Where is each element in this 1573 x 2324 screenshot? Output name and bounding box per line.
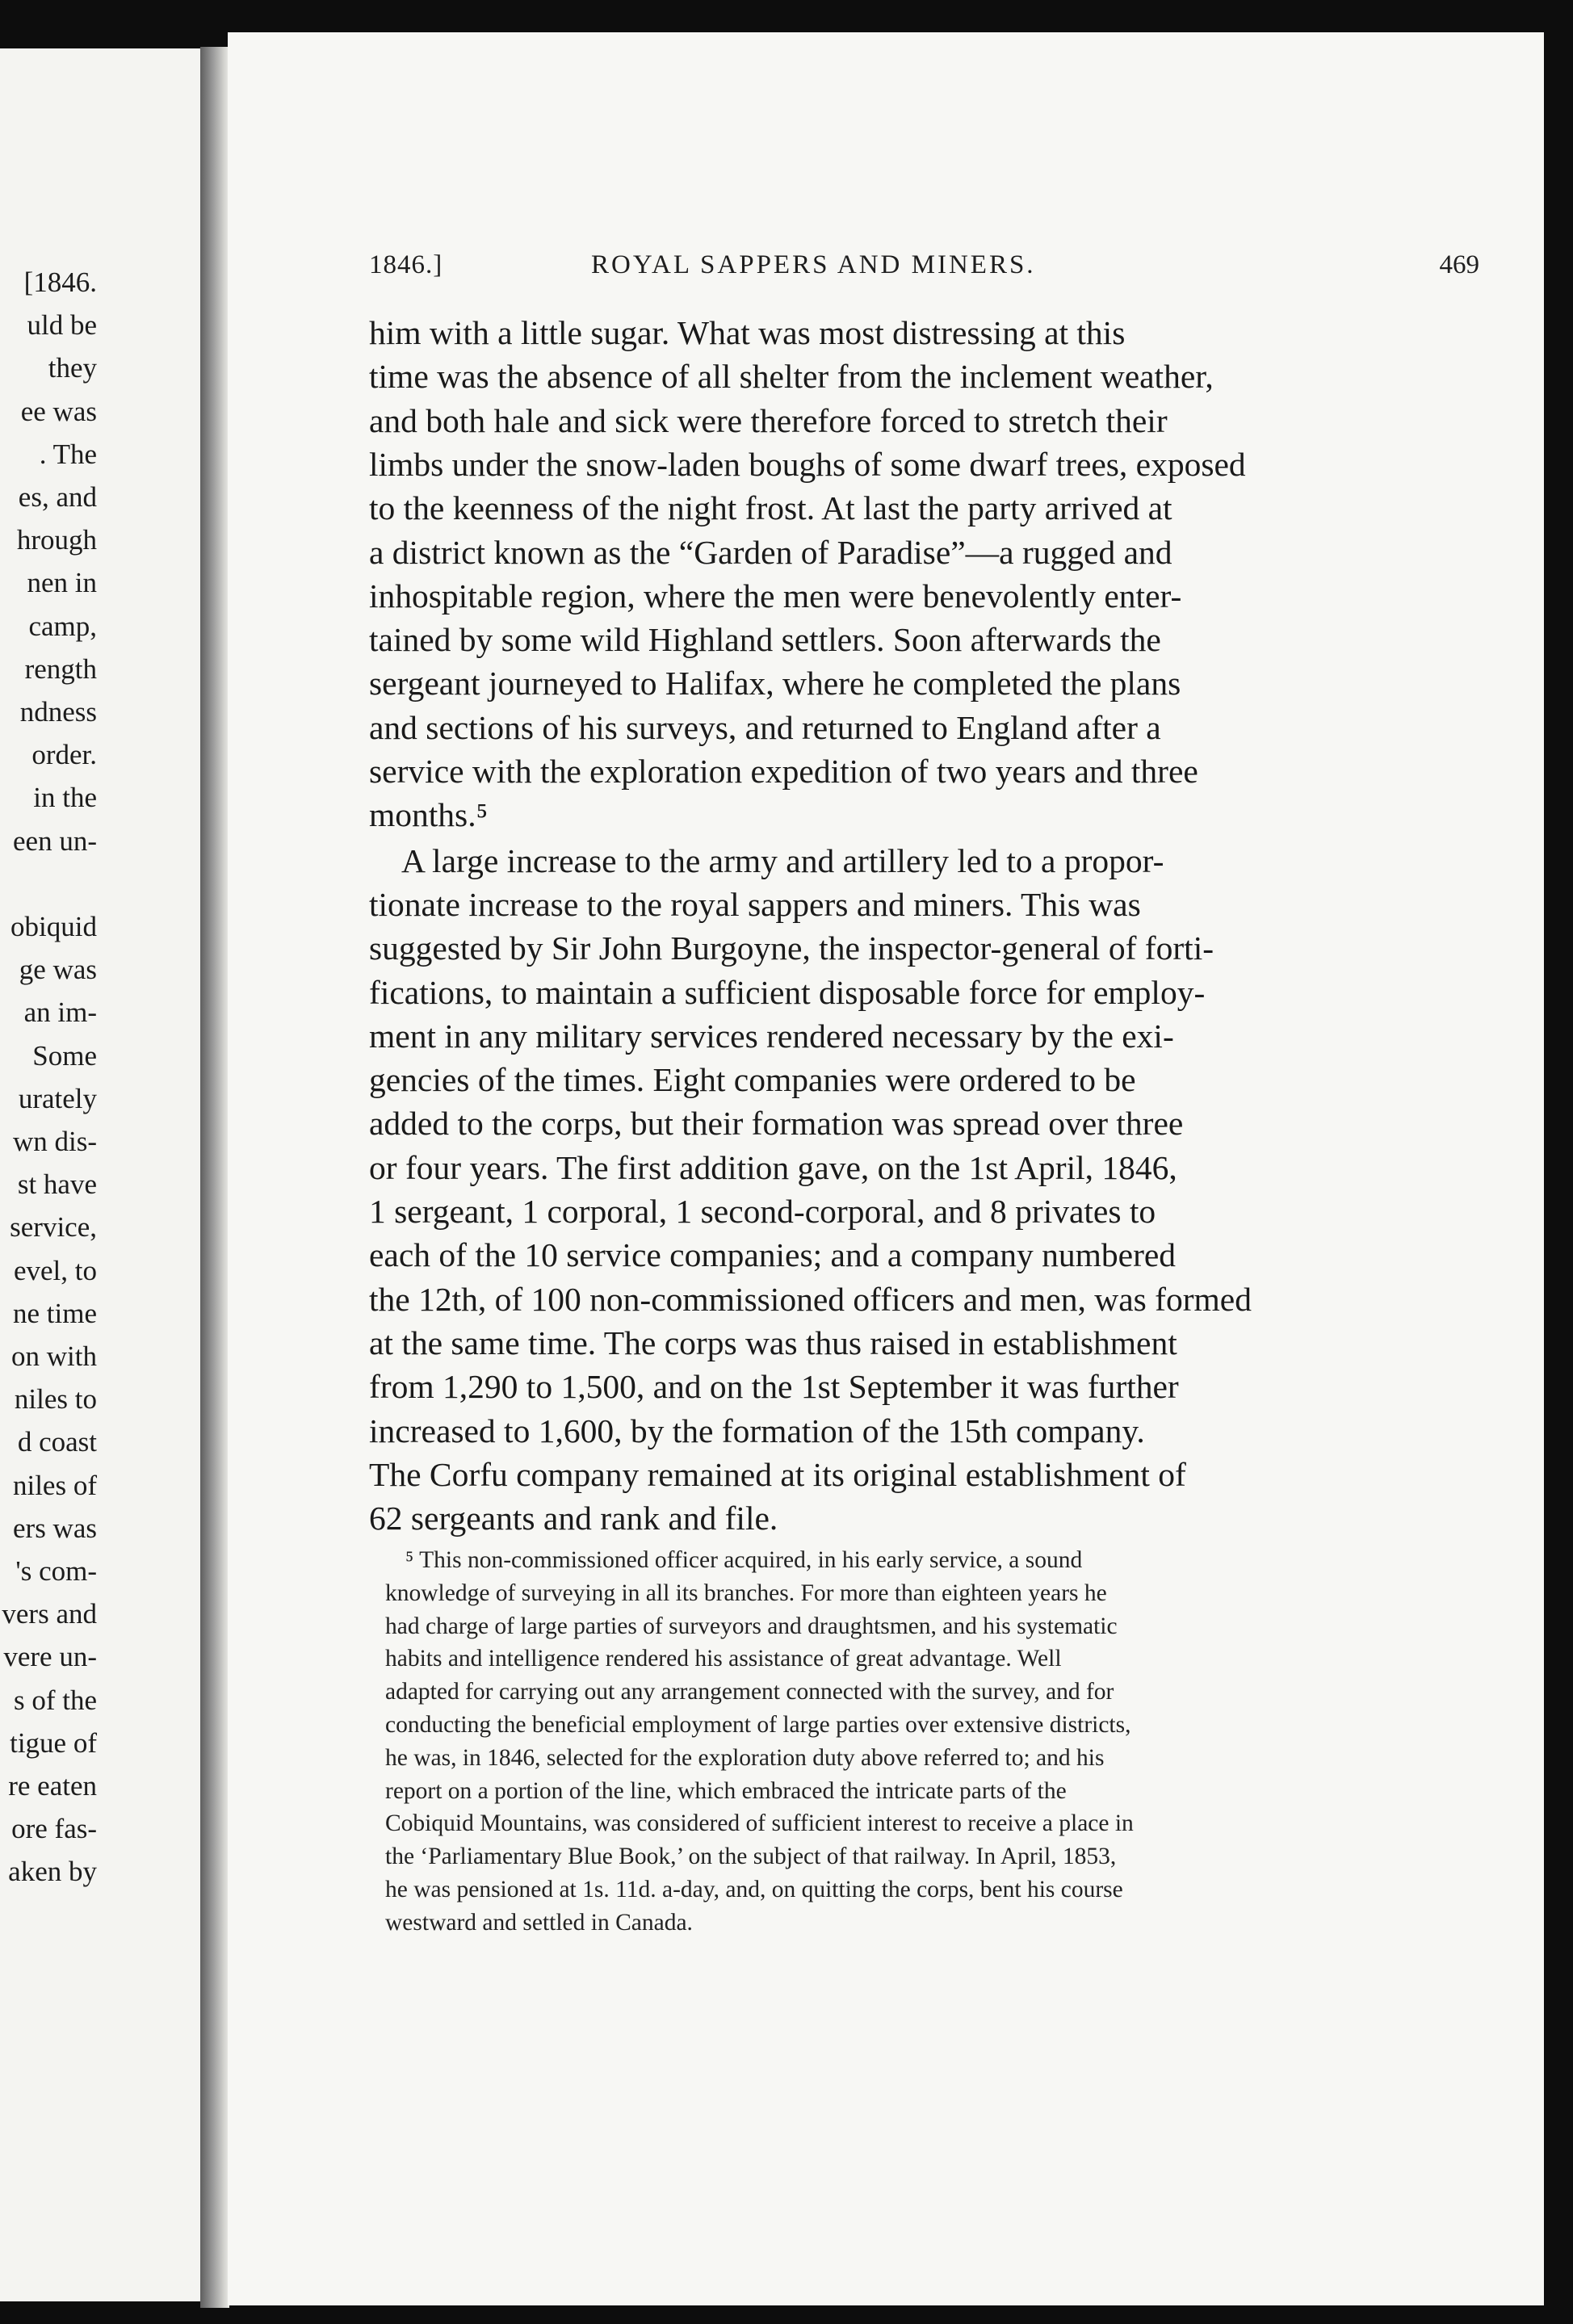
body-text-line: sergeant journeyed to Halifax, where he completed the plans xyxy=(369,665,1181,703)
header-title: ROYAL SAPPERS AND MINERS. xyxy=(591,250,1036,279)
footnote-line: adapted for carrying out any arrangement connected with the survey, and for xyxy=(385,1679,1114,1705)
footnote-line: he was, in 1846, selected for the exploration duty above referred to; and his xyxy=(385,1744,1105,1771)
facing-page-line: nen in xyxy=(27,567,97,599)
footnote-line: he was pensioned at 1s. 11d. a-day, and, on quitting the corps, bent his course xyxy=(385,1877,1123,1902)
facing-page-left xyxy=(0,48,214,2301)
footnote-line: the ‘Parliamentary Blue Book,’ on the subject of that railway. In April, 1853, xyxy=(385,1844,1117,1870)
facing-page-line: camp, xyxy=(28,610,97,642)
body-text-line: tionate increase to the royal sappers and miners. This was xyxy=(369,885,1141,923)
body-text-line: ment in any military services rendered necessary by the exi- xyxy=(369,1017,1174,1055)
body-text-line: a district known as the “Garden of Paradise”—a rugged and xyxy=(369,533,1172,571)
running-header xyxy=(228,250,1544,299)
facing-page-line: ore fas- xyxy=(11,1813,97,1845)
facing-page-line: [1846. xyxy=(23,266,97,298)
body-text-line: tained by some wild Highland settlers. Soon afterwards the xyxy=(369,621,1161,659)
body-text-line: inhospitable region, where the men were benevolently enter- xyxy=(369,577,1182,615)
body-text-line: time was the absence of all shelter from the inclement weather, xyxy=(369,358,1214,396)
facing-page-line: tigue of xyxy=(10,1726,97,1759)
facing-page-line: aken by xyxy=(8,1856,97,1888)
facing-page-line: st have xyxy=(17,1168,97,1201)
footnote-line: westward and settled in Canada. xyxy=(385,1909,693,1936)
body-text-line: A large increase to the army and artillery led to a propor- xyxy=(401,841,1164,879)
footnote-line: habits and intelligence rendered his assistance of great advantage. Well xyxy=(385,1646,1062,1672)
body-text-line: The Corfu company remained at its original establishment of xyxy=(369,1455,1186,1493)
footnote-line: Cobiquid Mountains, was considered of sufficient interest to receive a place in xyxy=(385,1810,1134,1837)
body-text-line: and both hale and sick were therefore forced to stretch their xyxy=(369,401,1168,439)
body-text-line: limbs under the snow-laden boughs of some dwarf trees, exposed xyxy=(369,445,1246,483)
facing-page-line: ers was xyxy=(13,1512,97,1544)
facing-page-line: ge was xyxy=(19,954,97,986)
facing-page-line: in the xyxy=(33,782,97,814)
footnote-line: report on a portion of the line, which embraced the intricate parts of the xyxy=(385,1777,1067,1804)
facing-page-line: vere un- xyxy=(3,1641,97,1673)
body-text-line: gencies of the times. Eight companies were ordered to be xyxy=(369,1061,1136,1099)
facing-page-line: niles to xyxy=(14,1383,97,1416)
footnote-line: conducting the beneficial employment of large parties over extensive districts, xyxy=(385,1712,1131,1738)
facing-page-line: d coast xyxy=(17,1426,97,1458)
body-text-line: from 1,290 to 1,500, and on the 1st September it was further xyxy=(369,1368,1179,1406)
facing-page-line: vers and xyxy=(2,1598,97,1630)
facing-page-line: hrough xyxy=(16,524,97,556)
page-number: 469 xyxy=(1439,250,1479,279)
facing-page-line: s of the xyxy=(13,1684,97,1716)
facing-page-line: ne time xyxy=(13,1297,97,1329)
footnote-line: knowledge of surveying in all its branches. For more than eighteen years he xyxy=(385,1579,1107,1606)
body-text-line: at the same time. The corps was thus raised in establishment xyxy=(369,1324,1177,1361)
body-text-line: months.⁵ xyxy=(369,796,489,834)
facing-page-line: niles of xyxy=(12,1469,97,1501)
facing-page-line: on with xyxy=(11,1340,97,1372)
body-text-line: or four years. The first addition gave, on the 1st April, 1846, xyxy=(369,1148,1177,1186)
facing-page-line: obiquid xyxy=(10,911,97,942)
facing-page-line: evel, to xyxy=(13,1254,97,1286)
facing-page-line: re eaten xyxy=(8,1770,97,1802)
footnote-line: ⁵ This non-commissioned officer acquired, in his early service, a sound xyxy=(405,1547,1083,1573)
facing-page-line: Some xyxy=(32,1039,97,1072)
facing-page-line: uld be xyxy=(27,309,97,342)
facing-page-line: es, and xyxy=(18,481,97,513)
body-text-line: him with a little sugar. What was most distressing at this xyxy=(369,314,1126,351)
facing-page-line: een un- xyxy=(13,824,97,857)
header-year: 1846.] xyxy=(369,250,443,279)
body-text-line: increased to 1,600, by the formation of the 15th company. xyxy=(369,1412,1145,1449)
body-text-line: and sections of his surveys, and returned to England after a xyxy=(369,708,1161,746)
facing-page-line: . The xyxy=(39,438,97,470)
body-text-line: to the keenness of the night frost. At last the party arrived at xyxy=(369,489,1172,527)
body-text-line: service with the exploration expedition of two years and three xyxy=(369,753,1198,790)
body-text-line: each of the 10 service companies; and a company numbered xyxy=(369,1236,1177,1274)
body-text-line: the 12th, of 100 non-commissioned officers and men, was formed xyxy=(369,1280,1252,1318)
facing-page-line: order. xyxy=(31,739,97,771)
body-text-line: added to the corps, but their formation was spread over three xyxy=(369,1105,1184,1143)
facing-page-line: wn dis- xyxy=(12,1126,97,1157)
facing-page-line: service, xyxy=(10,1211,97,1244)
body-text-line: 62 sergeants and rank and file. xyxy=(369,1500,778,1537)
book-page-right xyxy=(228,32,1544,2305)
footnote-line: had charge of large parties of surveyors and draughtsmen, and his systematic xyxy=(385,1613,1118,1639)
book-gutter xyxy=(200,47,229,2308)
facing-page-line: an im- xyxy=(23,996,97,1029)
facing-page-line: ndness xyxy=(19,696,97,728)
facing-page-line: rength xyxy=(24,652,97,685)
body-text-line: fications, to maintain a sufficient disposable force for employ- xyxy=(369,973,1206,1011)
facing-page-line: they xyxy=(48,352,97,384)
facing-page-line: 's com- xyxy=(15,1555,97,1587)
body-text-line: suggested by Sir John Burgoyne, the inspector-general of forti- xyxy=(369,929,1214,967)
facing-page-line: ee was xyxy=(20,395,97,427)
body-text-line: 1 sergeant, 1 corporal, 1 second-corporal, and 8 privates to xyxy=(369,1193,1156,1230)
facing-page-line: urately xyxy=(18,1082,97,1114)
